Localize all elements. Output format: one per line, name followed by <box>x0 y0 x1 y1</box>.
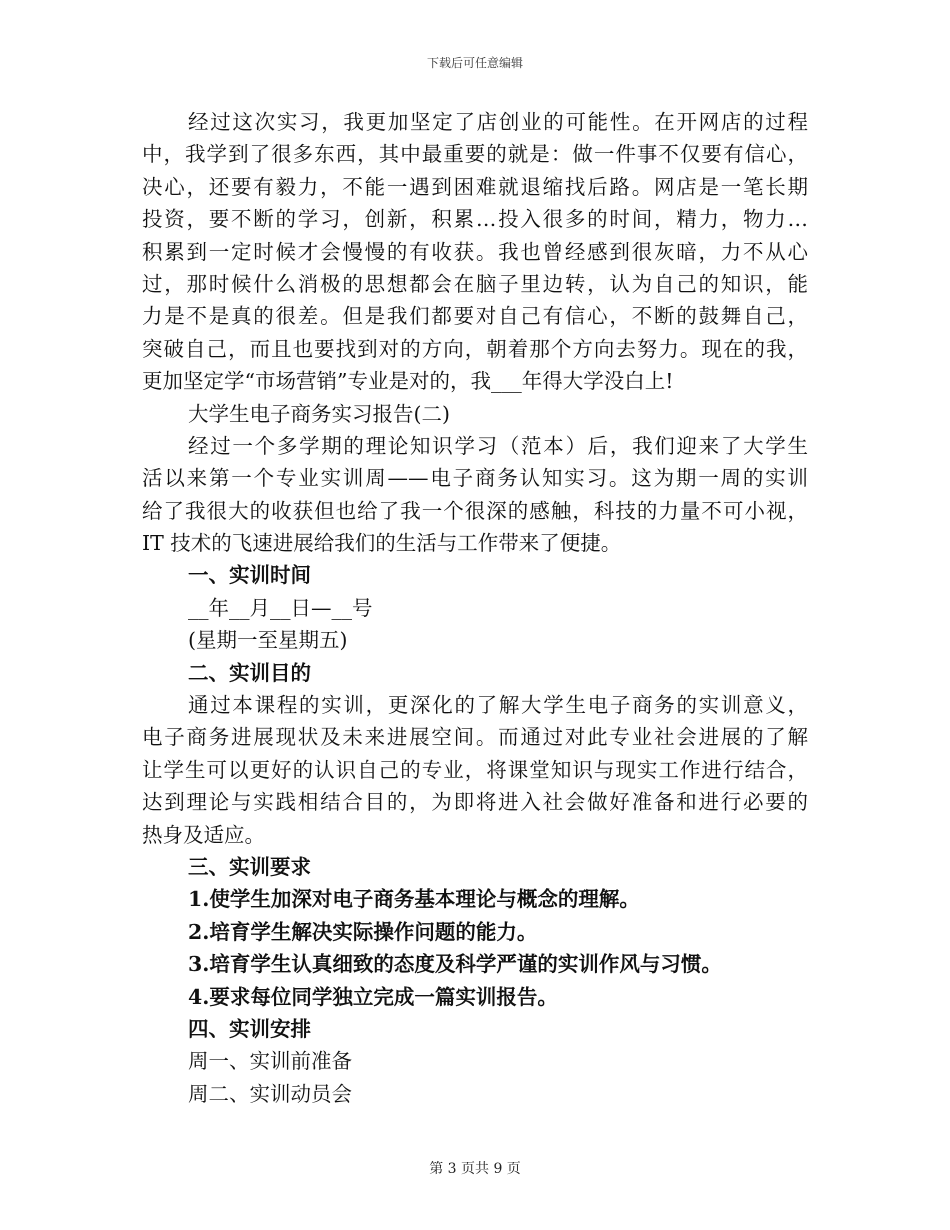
text-line: 大学生电子商务实习报告(二) <box>188 401 450 426</box>
text-line: 决心，还要有毅力，不能一遇到困难就退缩找后路。网店是一笔长期 <box>142 174 808 199</box>
text-line: 经过这次实习，我更加坚定了店创业的可能性。在开网店的过程 <box>188 110 808 134</box>
text-line: (星期一至星期五) <box>188 628 348 653</box>
text-line: 突破自己，而且也要找到对的方向，朝着那个方向去努力。现在的我， <box>142 336 808 361</box>
text-line: __年__月__日—__号 <box>188 595 373 620</box>
section-heading-line: 一、实训时间 <box>188 563 311 588</box>
text-line: 更加坚定学“市场营销”专业是对的，我___年得大学没白上! <box>142 369 674 394</box>
section-heading-line: 三、实训要求 <box>188 854 311 879</box>
section-heading-line: 二、实训目的 <box>188 660 311 685</box>
text-line: 力是不是真的很差。但是我们都要对自己有信心，不断的鼓舞自己， <box>142 304 808 329</box>
text-line: 热身及适应。 <box>142 822 265 847</box>
section-heading-line: 四、实训安排 <box>188 1016 311 1041</box>
section-heading-line: 4.要求每位同学独立完成一篇实训报告。 <box>188 984 558 1009</box>
text-line: 活以来第一个专业实训周——电子商务认知实习。这为期一周的实训 <box>142 466 808 491</box>
document-body <box>142 106 808 1110</box>
section-heading-line: 3.培育学生认真细致的态度及科学严谨的实训作风与习惯。 <box>188 952 722 977</box>
text-line: 周一、实训前准备 <box>188 1049 352 1074</box>
text-line: 经过一个多学期的理论知识学习（范本）后，我们迎来了大学生 <box>188 433 808 458</box>
text-line: 过，那时候什么消极的思想都会在脑子里边转，认为自己的知识，能 <box>142 271 808 296</box>
text-line: 投资，要不断的学习，创新，积累…投入很多的时间，精力，物力… <box>142 207 808 232</box>
text-line: IT 技术的飞速进展给我们的生活与工作带来了便捷。 <box>142 531 622 556</box>
text-line: 达到理论与实践相结合目的，为即将进入社会做好准备和进行必要的 <box>142 790 808 815</box>
text-line: 积累到一定时候才会慢慢的有收获。我也曾经感到很灰暗，力不从心 <box>142 239 808 264</box>
text-line: 中，我学到了很多东西，其中最重要的就是：做一件事不仅要有信心， <box>142 142 808 167</box>
text-line: 周二、实训动员会 <box>188 1081 352 1106</box>
page-header: 下载后可任意编辑 <box>426 56 523 70</box>
section-heading-line: 1.使学生加深对电子商务基本理论与概念的理解。 <box>188 887 640 912</box>
text-line: 通过本课程的实训，更深化的了解大学生电子商务的实训意义， <box>188 693 808 718</box>
text-line: 让学生可以更好的认识自己的专业，将课堂知识与现实工作进行结合， <box>142 757 808 782</box>
text-line: 给了我很大的收获但也给了我一个很深的感触，科技的力量不可小视， <box>142 498 808 523</box>
text-line: 电子商务进展现状及未来进展空间。而通过对此专业社会进展的了解 <box>142 725 808 750</box>
section-heading-line: 2.培育学生解决实际操作问题的能力。 <box>188 919 538 944</box>
page-footer: 第 3 页共 9 页 <box>429 1161 521 1177</box>
